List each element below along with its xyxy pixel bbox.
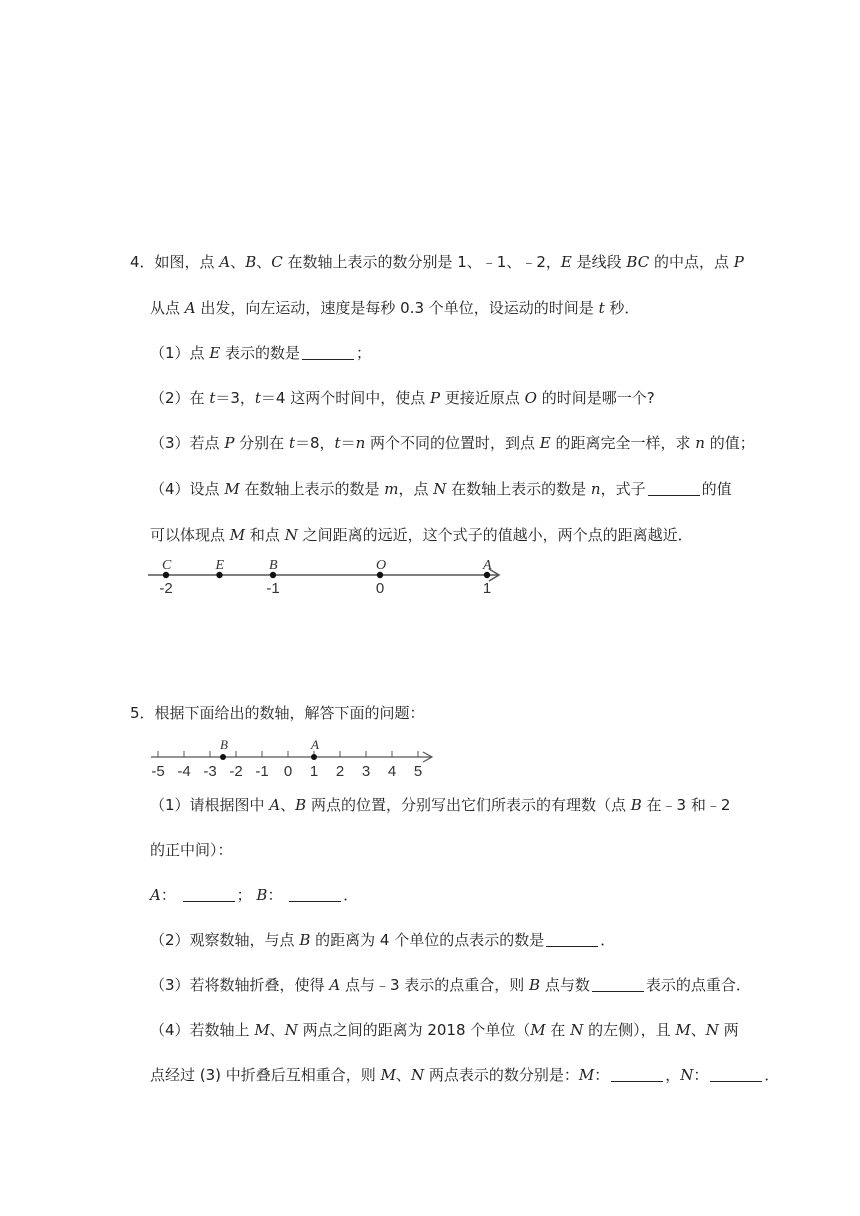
tick-label: -3 bbox=[203, 763, 217, 780]
q5-answers bbox=[150, 885, 358, 905]
tick-label: 4 bbox=[387, 763, 397, 780]
var-t: t bbox=[334, 434, 341, 452]
var-t: t bbox=[288, 434, 295, 452]
text: 点经过 (3) 中折叠后互相重合，则 bbox=[150, 1066, 381, 1084]
answer-blank[interactable] bbox=[648, 481, 700, 496]
point-label-A: A bbox=[483, 558, 492, 573]
q4-sub-3 bbox=[150, 433, 755, 453]
text: 如图，点 bbox=[154, 253, 220, 271]
var-P: P bbox=[224, 434, 235, 452]
text: 的距离完全一样，求 bbox=[550, 434, 696, 452]
var-M: M bbox=[530, 1021, 546, 1039]
text: 、 bbox=[230, 253, 246, 271]
q5-number: 5． bbox=[130, 704, 155, 722]
tick-label: -1 bbox=[255, 763, 269, 780]
text: （3）若点 bbox=[150, 434, 225, 452]
text: 两点的位置，分别写出它们所表示的有理数（点 bbox=[306, 796, 631, 814]
q5-sub-4 bbox=[150, 1020, 739, 1040]
text: 根据下面给出的数轴，解答下面的问题： bbox=[154, 704, 425, 722]
answer-blank[interactable] bbox=[546, 932, 598, 947]
point-label-B: B bbox=[269, 558, 278, 573]
text: 两点之间的距离为 2018 个单位（ bbox=[297, 1021, 531, 1039]
var-B: B bbox=[630, 796, 642, 814]
q5-sub-4-cont bbox=[150, 1065, 779, 1085]
text: 是线段 bbox=[571, 253, 627, 271]
var-A: A bbox=[184, 299, 196, 317]
var-M: M bbox=[254, 1021, 270, 1039]
text: ，点 bbox=[398, 480, 434, 498]
answer-blank-B[interactable] bbox=[289, 887, 341, 902]
point-label-C: C bbox=[162, 558, 172, 573]
tick-label: -5 bbox=[151, 763, 165, 780]
text: ＝3， bbox=[215, 389, 255, 407]
tick-label: -2 bbox=[159, 580, 173, 597]
text: 的左侧），且 bbox=[583, 1021, 676, 1039]
q5-sub-2 bbox=[150, 930, 615, 950]
var-E: E bbox=[209, 344, 221, 362]
q4-line-1 bbox=[130, 252, 744, 272]
q4-sub-1 bbox=[150, 343, 371, 363]
text: 、 bbox=[690, 1021, 706, 1039]
q5-number-line bbox=[143, 735, 443, 780]
text: 在数轴上表示的数是 bbox=[446, 480, 591, 498]
var-N: N bbox=[284, 1021, 298, 1039]
point-label-E: E bbox=[215, 558, 225, 573]
text: 表示的点重合． bbox=[645, 976, 751, 994]
text: 的时间是哪一个? bbox=[536, 389, 655, 407]
text: ； bbox=[356, 344, 372, 362]
text: （4）若数轴上 bbox=[150, 1021, 255, 1039]
var-C: C bbox=[271, 253, 283, 271]
q4-number-line bbox=[140, 556, 520, 601]
var-B: B bbox=[256, 886, 268, 904]
text: 、 bbox=[256, 253, 272, 271]
text: 在数轴上表示的数是 bbox=[239, 480, 385, 498]
tick-label: 3 bbox=[361, 763, 371, 780]
var-M: M bbox=[578, 1066, 595, 1084]
point-label-B: B bbox=[220, 737, 228, 752]
text: 从点 bbox=[150, 299, 185, 317]
q5-sub-1 bbox=[150, 795, 730, 815]
text: 点与﹣3 表示的点重合，则 bbox=[340, 976, 530, 994]
text: （4）设点 bbox=[150, 480, 225, 498]
var-A: A bbox=[219, 253, 231, 271]
text: 在﹣3 和﹣2 bbox=[641, 796, 731, 814]
q4-sub-2 bbox=[150, 388, 655, 408]
var-N: N bbox=[410, 1066, 425, 1084]
var-B: B bbox=[295, 796, 307, 814]
var-M: M bbox=[675, 1021, 691, 1039]
var-B: B bbox=[529, 976, 541, 994]
text: 的正中间）： bbox=[150, 841, 233, 859]
text: 在数轴上表示的数分别是 1、﹣1、﹣2， bbox=[282, 253, 561, 271]
text: ： bbox=[267, 886, 288, 904]
var-A: A bbox=[269, 796, 281, 814]
text: ＝8， bbox=[294, 434, 335, 452]
var-t: t bbox=[209, 389, 216, 407]
text: ，式子 bbox=[600, 480, 646, 498]
text: （1）点 bbox=[150, 344, 210, 362]
text: 出发，向左运动，速度是每秒 0.3 个单位，设运动的时间是 bbox=[195, 299, 599, 317]
tick-label: 0 bbox=[375, 580, 385, 597]
text: 、 bbox=[395, 1066, 411, 1084]
text: 的值； bbox=[704, 434, 755, 452]
q4-line-2 bbox=[150, 298, 639, 318]
tick-label: 2 bbox=[335, 763, 345, 780]
q5-title bbox=[130, 703, 425, 723]
text: 点与数 bbox=[540, 976, 590, 994]
text: 和点 bbox=[245, 526, 285, 544]
var-N: N bbox=[433, 480, 447, 498]
text: 两 bbox=[718, 1021, 739, 1039]
answer-blank[interactable] bbox=[592, 977, 644, 992]
text: （2）在 bbox=[150, 389, 210, 407]
var-P: P bbox=[733, 253, 744, 271]
q4-sub-4 bbox=[150, 479, 732, 499]
var-n: n bbox=[695, 434, 705, 452]
var-M: M bbox=[229, 526, 246, 544]
text: 、 bbox=[269, 1021, 285, 1039]
q5-sub-1-cont bbox=[150, 840, 233, 860]
point-B bbox=[220, 754, 226, 760]
var-P: P bbox=[430, 389, 441, 407]
text: 分别在 bbox=[234, 434, 289, 452]
answer-blank-N[interactable] bbox=[710, 1067, 762, 1082]
text: ． bbox=[764, 1066, 780, 1084]
text: （3）若将数轴折叠，使得 bbox=[150, 976, 330, 994]
var-M: M bbox=[224, 480, 240, 498]
var-t: t bbox=[598, 299, 605, 317]
point-A bbox=[311, 754, 317, 760]
text: 、 bbox=[280, 796, 296, 814]
answer-blank[interactable] bbox=[302, 345, 354, 360]
var-M: M bbox=[380, 1066, 396, 1084]
var-A: A bbox=[329, 976, 341, 994]
var-B: B bbox=[299, 931, 311, 949]
point-label-A: A bbox=[311, 737, 319, 752]
text: 表示的数是 bbox=[220, 344, 301, 362]
text: 的距离为 4 个单位的点表示的数是 bbox=[310, 931, 545, 949]
text: 之间距离的远近，这个式子的值越小，两个点的距离越近． bbox=[297, 526, 693, 544]
text: ． bbox=[600, 931, 616, 949]
text: ． bbox=[343, 886, 359, 904]
var-n: n bbox=[355, 434, 366, 452]
text: ： bbox=[594, 1066, 610, 1084]
tick-label: 5 bbox=[413, 763, 423, 780]
var-B: B bbox=[245, 253, 257, 271]
var-n: n bbox=[590, 480, 601, 498]
q5-sub-3 bbox=[150, 975, 751, 995]
text: ， bbox=[665, 1066, 681, 1084]
var-E: E bbox=[560, 253, 572, 271]
text: 的值 bbox=[701, 480, 732, 498]
text: ＝4 这两个时间中，使点 bbox=[260, 389, 431, 407]
tick-label: -4 bbox=[177, 763, 191, 780]
text: 在 bbox=[545, 1021, 571, 1039]
var-E: E bbox=[539, 434, 551, 452]
var-N: N bbox=[705, 1021, 719, 1039]
text: 可以体现点 bbox=[150, 526, 230, 544]
text: ： bbox=[160, 886, 181, 904]
tick-label: 1 bbox=[482, 580, 492, 597]
var-A: A bbox=[150, 886, 161, 904]
tick-label: 0 bbox=[283, 763, 293, 780]
var-BC: BC bbox=[626, 253, 650, 271]
text: （2）观察数轴，与点 bbox=[150, 931, 300, 949]
text: ＝ bbox=[340, 434, 356, 452]
var-m: m bbox=[384, 480, 399, 498]
text: （1）请根据图中 bbox=[150, 796, 270, 814]
answer-blank-A[interactable] bbox=[183, 887, 235, 902]
var-N: N bbox=[570, 1021, 584, 1039]
q4-sub-4-cont bbox=[150, 525, 693, 545]
tick-label: -1 bbox=[266, 580, 280, 597]
text: ； bbox=[236, 886, 252, 904]
point-label-O: O bbox=[376, 558, 387, 573]
text: ： bbox=[693, 1066, 709, 1084]
tick-label: 1 bbox=[309, 763, 319, 780]
q4-number: 4． bbox=[130, 253, 155, 271]
var-N: N bbox=[680, 1066, 694, 1084]
answer-blank-M[interactable] bbox=[611, 1067, 663, 1082]
text: 秒． bbox=[604, 299, 640, 317]
tick-label: -2 bbox=[229, 763, 243, 780]
var-O: O bbox=[524, 389, 537, 407]
var-t: t bbox=[254, 389, 261, 407]
text: 更接近原点 bbox=[440, 389, 525, 407]
text: 两个不同的位置时，到点 bbox=[365, 434, 540, 452]
var-N: N bbox=[284, 526, 298, 544]
text: 的中点，点 bbox=[649, 253, 734, 271]
text: 两点表示的数分别是： bbox=[424, 1066, 579, 1084]
